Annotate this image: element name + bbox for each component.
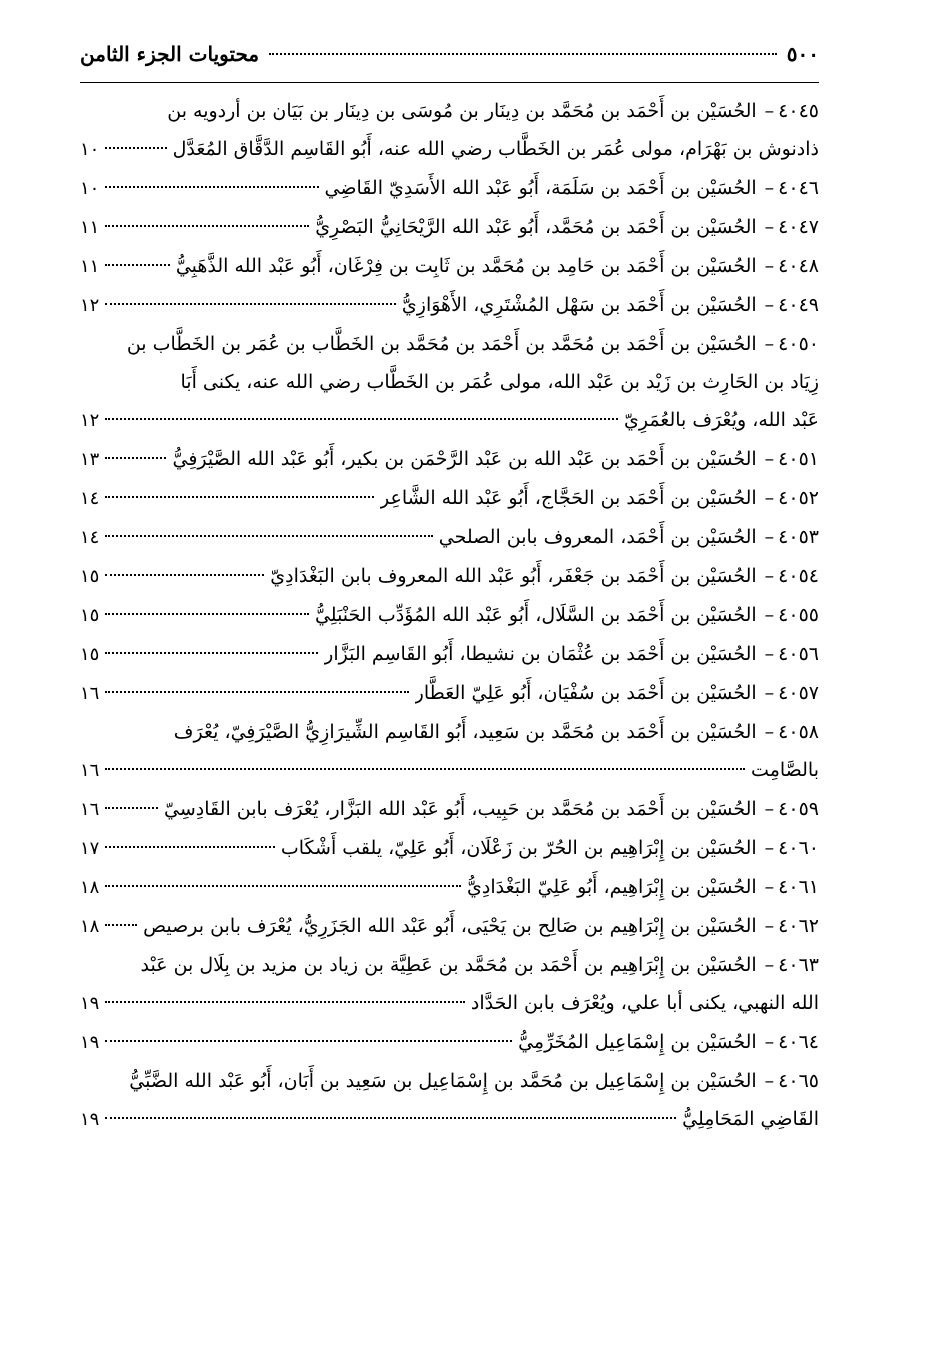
header-rule bbox=[80, 82, 819, 83]
entry-page-number: ١٢ bbox=[80, 410, 100, 431]
toc-entry-line bbox=[80, 829, 819, 868]
entry-text: الحُسَيْن بن أَحْمَد بن الحَجَّاج، أَبُو عَبْد الله الشَّاعِر bbox=[380, 487, 757, 509]
entry-page-number: ١٤ bbox=[80, 488, 100, 509]
entry-number: ٤٠٥٩ bbox=[778, 798, 819, 820]
leader-dots bbox=[105, 186, 318, 188]
entry-text: الحُسَيْن بن إِبْرَاهِيم، أَبُو عَلِيّ البَغْدَادِيُّ bbox=[466, 876, 757, 898]
toc-entry bbox=[80, 325, 819, 440]
entry-number: ٤٠٦٢ bbox=[778, 915, 819, 937]
leader-dots bbox=[105, 691, 408, 693]
entry-text: الحُسَيْن بن إِبْرَاهِيم بن الحُرّ بن زَعْلَان، أَبُو عَلِيّ، يلقب أَشْكَاب bbox=[280, 837, 757, 859]
entry-number: ٤٠٦١ bbox=[778, 876, 819, 898]
entry-number: ٤٠٤٩ bbox=[778, 294, 819, 316]
toc-entry-line bbox=[80, 286, 819, 325]
toc-entry-line bbox=[80, 363, 819, 401]
entry-number: ٤٠٤٦ bbox=[778, 177, 819, 199]
entry-page-number: ١٠ bbox=[80, 178, 100, 199]
entry-number: ٤٠٤٧ bbox=[778, 216, 819, 238]
toc-entry-line bbox=[80, 868, 819, 907]
entry-page-number: ١٠ bbox=[80, 139, 100, 160]
entry-number: ٤٠٦٣ bbox=[778, 954, 819, 976]
toc-entry-line bbox=[80, 325, 819, 363]
toc-entry-line bbox=[80, 674, 819, 713]
toc-entry-line bbox=[80, 713, 819, 751]
entry-text: الله النهبي، يكنى أبا علي، ويُعْرَف بابن الحَدَّاد bbox=[470, 992, 819, 1014]
toc-entry bbox=[80, 479, 819, 518]
entry-dash: – bbox=[764, 526, 775, 548]
toc-entry bbox=[80, 557, 819, 596]
entry-dash: – bbox=[764, 876, 775, 898]
toc-entry-line bbox=[80, 1100, 819, 1139]
entry-dash: – bbox=[764, 1031, 775, 1053]
leader-dots bbox=[105, 303, 396, 305]
toc-entry-line bbox=[80, 518, 819, 557]
toc-entry-line bbox=[80, 401, 819, 440]
entry-page-number: ١٦ bbox=[80, 683, 100, 704]
toc-entry-line bbox=[80, 557, 819, 596]
entry-dash: – bbox=[764, 216, 775, 238]
entry-page-number: ١٢ bbox=[80, 295, 100, 316]
entry-dash: – bbox=[764, 1070, 775, 1092]
entry-page-number: ١٥ bbox=[80, 605, 100, 626]
entry-page-number: ١٥ bbox=[80, 566, 100, 587]
leader-dots bbox=[105, 535, 432, 537]
entry-number: ٤٠٥١ bbox=[778, 448, 819, 470]
entry-number: ٤٠٦٤ bbox=[778, 1031, 819, 1053]
entry-text: القَاضِي المَحَامِلِيُّ bbox=[682, 1108, 819, 1130]
toc-entries bbox=[80, 92, 819, 1139]
toc-entry-line bbox=[80, 946, 819, 984]
leader-dots bbox=[105, 1117, 676, 1119]
leader-dots bbox=[105, 807, 158, 809]
page-number: ٥٠٠ bbox=[786, 42, 819, 66]
entry-number: ٤٠٥٥ bbox=[778, 604, 819, 626]
entry-text: الحُسَيْن بن أَحْمَد بن سُفْيَان، أَبُو عَلِيّ العَطَّار bbox=[414, 682, 757, 704]
toc-page bbox=[80, 42, 819, 1130]
entry-dash: – bbox=[764, 487, 775, 509]
toc-entry bbox=[80, 713, 819, 790]
entry-number: ٤٠٥٠ bbox=[778, 333, 819, 355]
entry-text: الحُسَيْن بن إِبْرَاهِيم بن صَالِح بن يَحْيَى، أَبُو عَبْد الله الجَزَرِيُّ، يُعْرَف بابن برصيص bbox=[143, 915, 757, 937]
entry-number: ٤٠٥٢ bbox=[778, 487, 819, 509]
leader-dots bbox=[105, 574, 264, 576]
toc-entry bbox=[80, 92, 819, 169]
entry-text: الحُسَيْن بن إِبْرَاهِيم بن أَحْمَد بن مُحَمَّد بن عَطِيَّة بن زياد بن مزيد بن بِلَال بن عَبْد bbox=[140, 954, 757, 976]
toc-entry-line bbox=[80, 1023, 819, 1062]
entry-text: الحُسَيْن بن أَحْمَد بن مُحَمَّد، أَبُو عَبْد الله الرَّيْحَانِيُّ البَصْرِيُّ bbox=[315, 216, 757, 238]
entry-text: الحُسَيْن بن أَحْمَد بن مُحَمَّد بن سَعِيد، أَبُو القَاسِم الشِّيرَازِيُّ الصَّيْرَفِيّ، يُعْرَف bbox=[173, 721, 757, 743]
toc-entry bbox=[80, 946, 819, 1023]
toc-entry bbox=[80, 907, 819, 946]
toc-entry-line bbox=[80, 247, 819, 286]
entry-text: الحُسَيْن بن أَحْمَد بن جَعْفَر، أَبُو عَبْد الله المعروف بابن البَغْدَادِيّ bbox=[270, 565, 757, 587]
toc-entry-line bbox=[80, 169, 819, 208]
entry-text: الحُسَيْن بن أَحْمَد بن سَهْل المُشْتَرِي، الأَهْوَازِيُّ bbox=[401, 294, 757, 316]
toc-entry bbox=[80, 674, 819, 713]
toc-entry bbox=[80, 829, 819, 868]
entry-dash: – bbox=[764, 565, 775, 587]
toc-entry-line bbox=[80, 92, 819, 130]
leader-dots bbox=[105, 147, 166, 149]
entry-text: الحُسَيْن بن أَحْمَد بن عُثْمَان بن نشيطا، أَبُو القَاسِم البَزَّار bbox=[324, 643, 757, 665]
toc-entry-line bbox=[80, 596, 819, 635]
entry-dash: – bbox=[764, 448, 775, 470]
entry-dash: – bbox=[764, 954, 775, 976]
entry-dash: – bbox=[764, 837, 775, 859]
leader-dots bbox=[105, 1001, 465, 1003]
entry-dash: – bbox=[764, 915, 775, 937]
toc-entry bbox=[80, 440, 819, 479]
entry-dash: – bbox=[764, 798, 775, 820]
leader-dots bbox=[105, 652, 318, 654]
entry-page-number: ١٨ bbox=[80, 916, 100, 937]
entry-text: الحُسَيْن بن أَحْمَد بن السَّلَال، أَبُو عَبْد الله المُؤَدِّب الحَنْبَلِيُّ bbox=[314, 604, 757, 626]
leader-dots bbox=[105, 225, 309, 227]
entry-page-number: ١٨ bbox=[80, 877, 100, 898]
toc-entry bbox=[80, 596, 819, 635]
leader-dots bbox=[105, 418, 618, 420]
toc-entry-line bbox=[80, 1062, 819, 1100]
toc-entry bbox=[80, 208, 819, 247]
entry-page-number: ١٩ bbox=[80, 1032, 100, 1053]
entry-number: ٤٠٥٦ bbox=[778, 643, 819, 665]
toc-entry bbox=[80, 169, 819, 208]
running-header bbox=[80, 42, 819, 82]
entry-page-number: ١٦ bbox=[80, 760, 100, 781]
toc-entry-line bbox=[80, 984, 819, 1023]
entry-text: الحُسَيْن بن أَحْمَد بن مُحَمَّد بن دِينَار بن مُوسَى بن دِينَار بن بَيَان بن أردويه بن bbox=[167, 100, 757, 122]
entry-dash: – bbox=[764, 100, 775, 122]
entry-number: ٤٠٤٨ bbox=[778, 255, 819, 277]
entry-dash: – bbox=[764, 721, 775, 743]
toc-entry bbox=[80, 247, 819, 286]
entry-page-number: ١٦ bbox=[80, 799, 100, 820]
toc-entry-line bbox=[80, 440, 819, 479]
toc-entry-line bbox=[80, 130, 819, 169]
entry-page-number: ١٩ bbox=[80, 1109, 100, 1130]
leader-dots bbox=[105, 496, 374, 498]
toc-entry bbox=[80, 868, 819, 907]
toc-entry bbox=[80, 635, 819, 674]
leader-dots bbox=[105, 457, 166, 459]
entry-dash: – bbox=[764, 682, 775, 704]
entry-number: ٤٠٤٥ bbox=[778, 100, 819, 122]
entry-page-number: ١٧ bbox=[80, 838, 100, 859]
running-title: محتويات الجزء الثامن bbox=[80, 42, 260, 66]
entry-text: الحُسَيْن بن إِسْمَاعِيل بن مُحَمَّد بن إِسْمَاعِيل بن سَعِيد بن أَبَان، أَبُو عَبْد الله الضَّبِّيُّ bbox=[129, 1070, 757, 1092]
entry-page-number: ١١ bbox=[80, 256, 100, 277]
entry-text: الحُسَيْن بن أَحْمَد بن سَلَمَة، أَبُو عَبْد الله الأَسَدِيّ القَاضِي bbox=[324, 177, 757, 199]
header-leader-dots bbox=[269, 53, 777, 55]
entry-text: الحُسَيْن بن أَحْمَد بن مُحَمَّد بن أَحْمَد بن مُحَمَّد بن الخَطَّاب بن عُمَر بن الخَطَّاب بن bbox=[126, 333, 757, 355]
entry-page-number: ١١ bbox=[80, 217, 100, 238]
entry-text: زِيَاد بن الحَارِث بن زَيْد بن عَبْد الله، مولى عُمَر بن الخَطَّاب رضي الله عنه، يكنى أَبَا bbox=[180, 371, 819, 393]
entry-text: عَبْد الله، ويُعْرَف بالعُمَرِيّ bbox=[623, 409, 819, 431]
toc-entry-line bbox=[80, 907, 819, 946]
entry-number: ٤٠٥٣ bbox=[778, 526, 819, 548]
entry-page-number: ١٣ bbox=[80, 449, 100, 470]
leader-dots bbox=[105, 1040, 512, 1042]
leader-dots bbox=[105, 924, 137, 926]
entry-text: الحُسَيْن بن أَحْمَد بن مُحَمَّد بن حَبِيب، أَبُو عَبْد الله البَزَّار، يُعْرَف بابن القَادِسِيّ bbox=[164, 798, 757, 820]
entry-text: الحُسَيْن بن إِسْمَاعِيل المُخَرِّمِيُّ bbox=[518, 1031, 757, 1053]
entry-text: الحُسَيْن بن أَحْمَد بن عَبْد الله بن عَبْد الرَّحْمَن بن بكير، أَبُو عَبْد الله الصَّيْرَفِيُّ bbox=[172, 448, 757, 470]
toc-entry-line bbox=[80, 208, 819, 247]
entry-number: ٤٠٦٠ bbox=[778, 837, 819, 859]
entry-dash: – bbox=[764, 333, 775, 355]
entry-dash: – bbox=[764, 643, 775, 665]
entry-text: ذادنوش بن بَهْرَام، مولى عُمَر بن الخَطَّاب رضي الله عنه، أَبُو القَاسِم الدَّقَّاق المُعَدَّل bbox=[172, 138, 819, 160]
toc-entry-line bbox=[80, 751, 819, 790]
leader-dots bbox=[105, 264, 169, 266]
toc-entry bbox=[80, 286, 819, 325]
entry-number: ٤٠٦٥ bbox=[778, 1070, 819, 1092]
toc-entry bbox=[80, 1023, 819, 1062]
entry-number: ٤٠٥٨ bbox=[778, 721, 819, 743]
toc-entry-line bbox=[80, 790, 819, 829]
entry-dash: – bbox=[764, 177, 775, 199]
toc-entry bbox=[80, 518, 819, 557]
toc-entry bbox=[80, 1062, 819, 1139]
entry-text: الحُسَيْن بن أَحْمَد، المعروف بابن الصلحي bbox=[438, 526, 757, 548]
toc-entry-line bbox=[80, 635, 819, 674]
entry-text: الحُسَيْن بن أَحْمَد بن حَامِد بن مُحَمَّد بن ثَابِت بن فِرْغَان، أَبُو عَبْد الله الذَّهَبِيُّ bbox=[175, 255, 757, 277]
toc-entry bbox=[80, 790, 819, 829]
leader-dots bbox=[105, 885, 461, 887]
entry-number: ٤٠٥٤ bbox=[778, 565, 819, 587]
leader-dots bbox=[105, 768, 745, 770]
entry-page-number: ١٩ bbox=[80, 993, 100, 1014]
leader-dots bbox=[105, 613, 309, 615]
entry-number: ٤٠٥٧ bbox=[778, 682, 819, 704]
toc-entry-line bbox=[80, 479, 819, 518]
entry-dash: – bbox=[764, 604, 775, 626]
entry-page-number: ١٤ bbox=[80, 527, 100, 548]
leader-dots bbox=[105, 846, 275, 848]
entry-dash: – bbox=[764, 294, 775, 316]
entry-text: بالصَّامِت bbox=[751, 759, 819, 781]
entry-page-number: ١٥ bbox=[80, 644, 100, 665]
entry-dash: – bbox=[764, 255, 775, 277]
